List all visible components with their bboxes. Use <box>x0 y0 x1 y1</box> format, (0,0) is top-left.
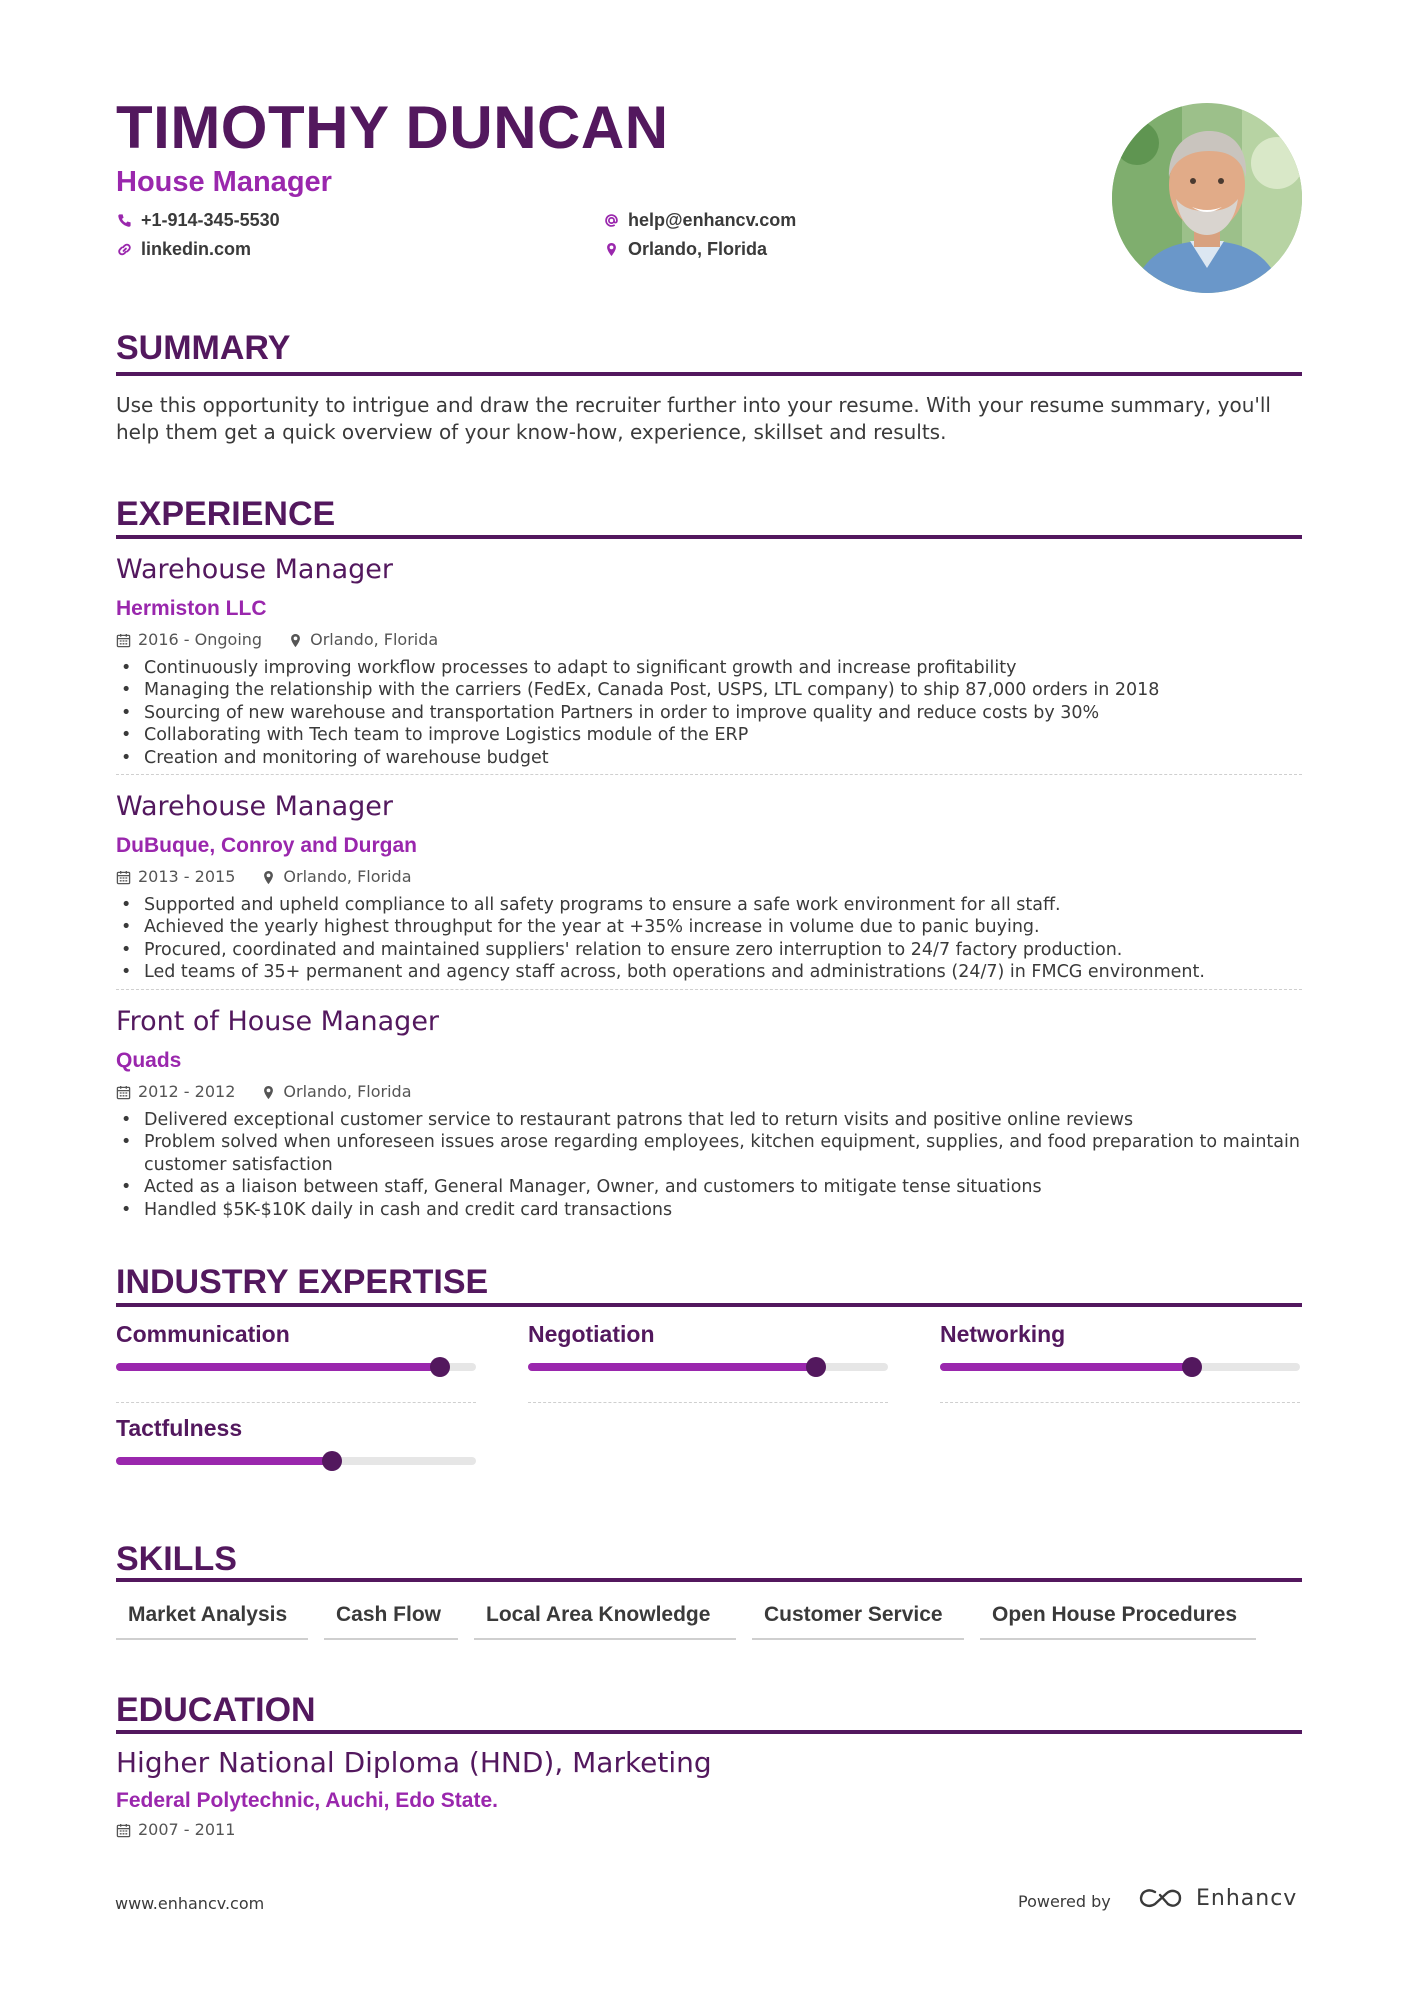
expertise-bar-fill <box>528 1363 816 1371</box>
expertise-bar <box>940 1363 1300 1371</box>
job-bullet: • Supported and upheld compliance to all safety programs to ensure a safe work environment for all staff. <box>116 894 1302 916</box>
job-bullet: • Handled $5K-$10K daily in cash and credit card transactions <box>116 1199 1302 1221</box>
job-bullets <box>116 894 1302 984</box>
expertise-label: Communication <box>116 1321 290 1347</box>
calendar-icon <box>116 633 131 648</box>
expertise-bar-knob <box>322 1451 342 1471</box>
expertise-separator <box>940 1402 1300 1403</box>
experience-heading: EXPERIENCE <box>116 495 336 533</box>
expertise-bar-knob <box>430 1357 450 1377</box>
location-pin-icon <box>604 242 619 257</box>
skill-tag: Customer Service <box>752 1604 964 1640</box>
job-company[interactable]: Hermiston LLC <box>116 597 267 620</box>
job-bullet: • Problem solved when unforeseen issues arose regarding employees, kitchen equipment, supplies, and food preparation to maintain customer satisfaction <box>116 1131 1302 1176</box>
skill-tag: Local Area Knowledge <box>474 1604 736 1640</box>
job-location <box>288 632 438 648</box>
candidate-role: House Manager <box>116 166 332 198</box>
job-bullet: • Procured, coordinated and maintained suppliers' relation to ensure zero interruption to 24/7 factory production. <box>116 939 1302 961</box>
expertise-bar <box>116 1363 476 1371</box>
job-location-text: Orlando, Florida <box>283 867 412 886</box>
job-location <box>261 1084 411 1100</box>
profile-photo <box>1112 103 1302 293</box>
location-pin-icon <box>261 1085 276 1100</box>
at-icon <box>604 213 619 228</box>
job-separator <box>116 774 1302 775</box>
contact-linkedin[interactable] <box>117 240 251 258</box>
location-pin-icon <box>288 633 303 648</box>
job-meta <box>116 1084 1302 1100</box>
job-meta <box>116 869 1302 885</box>
expertise-label: Networking <box>940 1321 1066 1347</box>
job-bullet: • Collaborating with Tech team to improve Logistics module of the ERP <box>116 724 1302 746</box>
skill-tag: Market Analysis <box>116 1604 308 1640</box>
job-bullet: • Continuously improving workflow processes to adapt to significant growth and increase profitability <box>116 657 1302 679</box>
job-meta <box>116 632 1302 648</box>
job-location-text: Orlando, Florida <box>283 1082 412 1101</box>
job-company[interactable]: Quads <box>116 1049 182 1072</box>
expertise-bar-fill <box>116 1457 332 1465</box>
job-bullets <box>116 1109 1302 1221</box>
job-bullet: • Creation and monitoring of warehouse budget <box>116 747 1302 769</box>
job-location-text: Orlando, Florida <box>310 630 439 649</box>
summary-divider <box>116 372 1302 376</box>
contact-location-text: Orlando, Florida <box>628 239 768 259</box>
job-dates <box>116 632 262 648</box>
expertise-bar <box>116 1457 476 1465</box>
summary-heading: SUMMARY <box>116 329 291 367</box>
experience-entry <box>116 793 1302 984</box>
phone-icon <box>117 213 132 228</box>
job-dates <box>116 869 235 885</box>
link-icon <box>117 242 132 257</box>
education-dates-text: 2007 - 2011 <box>138 1820 236 1839</box>
contact-phone-text: +1-914-345-5530 <box>141 210 280 230</box>
expertise-bar <box>528 1363 888 1371</box>
location-pin-icon <box>261 870 276 885</box>
expertise-item <box>528 1323 888 1346</box>
job-dates <box>116 1084 235 1100</box>
enhancv-logo[interactable] <box>1138 1886 1297 1912</box>
expertise-separator <box>116 1402 476 1403</box>
expertise-bar-knob <box>1182 1357 1202 1377</box>
education-school[interactable]: Federal Polytechnic, Auchi, Edo State. <box>116 1789 498 1812</box>
experience-divider <box>116 535 1302 539</box>
skills-heading: SKILLS <box>116 1540 237 1578</box>
footer-powered-by: Powered by <box>1018 1892 1111 1911</box>
job-bullet: • Delivered exceptional customer service to restaurant patrons that led to return visits and positive online reviews <box>116 1109 1302 1131</box>
job-bullets <box>116 657 1302 769</box>
job-bullet: • Acted as a liaison between staff, General Manager, Owner, and customers to mitigate tense situations <box>116 1176 1302 1198</box>
footer-url[interactable]: www.enhancv.com <box>115 1894 265 1913</box>
contact-email-text: help@enhancv.com <box>628 210 797 230</box>
job-company[interactable]: DuBuque, Conroy and Durgan <box>116 834 417 857</box>
job-title: Warehouse Manager <box>116 791 393 822</box>
experience-entry <box>116 1008 1302 1221</box>
job-location <box>261 869 411 885</box>
job-bullet: • Sourcing of new warehouse and transportation Partners in order to improve quality and reduce costs by 30% <box>116 702 1302 724</box>
expertise-bar-fill <box>940 1363 1192 1371</box>
skill-tag: Open House Procedures <box>980 1604 1256 1640</box>
education-dates <box>116 1822 235 1838</box>
expertise-heading: INDUSTRY EXPERTISE <box>116 1263 489 1301</box>
summary-text: Use this opportunity to intrigue and draw the recruiter further into your resume. With your resume summary, you'll help them get a quick overview of your know-how, experience, skillset and results. <box>116 393 1271 444</box>
expertise-divider <box>116 1303 1302 1307</box>
enhancv-logo-text: Enhancv <box>1196 1886 1298 1911</box>
education-divider <box>116 1730 1302 1734</box>
contact-location <box>604 240 767 258</box>
job-dates-text: 2013 - 2015 <box>138 867 236 886</box>
contact-linkedin-text: linkedin.com <box>141 239 252 259</box>
skills-divider <box>116 1578 1302 1582</box>
education-heading: EDUCATION <box>116 1691 316 1729</box>
experience-entry <box>116 556 1302 769</box>
expertise-separator <box>528 1402 888 1403</box>
expertise-item <box>116 1417 476 1440</box>
calendar-icon <box>116 1085 131 1100</box>
expertise-label: Tactfulness <box>116 1415 243 1441</box>
expertise-item <box>116 1323 476 1346</box>
contact-email[interactable] <box>604 211 796 229</box>
contact-phone[interactable] <box>117 211 280 229</box>
job-title: Front of House Manager <box>116 1006 440 1037</box>
education-degree: Higher National Diploma (HND), Marketing <box>116 1746 712 1779</box>
candidate-name: TIMOTHY DUNCAN <box>116 94 669 161</box>
job-bullet: • Led teams of 35+ permanent and agency staff across, both operations and administrations (24/7) in FMCG environment. <box>116 961 1302 983</box>
calendar-icon <box>116 870 131 885</box>
calendar-icon <box>116 1823 131 1838</box>
job-title: Warehouse Manager <box>116 554 393 585</box>
skill-tag: Cash Flow <box>324 1604 458 1640</box>
job-dates-text: 2016 - Ongoing <box>138 630 263 649</box>
expertise-item <box>940 1323 1300 1346</box>
enhancv-logo-icon <box>1138 1886 1184 1912</box>
expertise-bar-knob <box>806 1357 826 1377</box>
expertise-bar-fill <box>116 1363 440 1371</box>
job-bullet: • Achieved the yearly highest throughput for the year at +35% increase in volume due to panic buying. <box>116 916 1302 938</box>
job-bullet: • Managing the relationship with the carriers (FedEx, Canada Post, USPS, LTL company) to ship 87,000 orders in 2018 <box>116 679 1302 701</box>
expertise-label: Negotiation <box>528 1321 655 1347</box>
profile-photo-image <box>1112 103 1302 293</box>
job-separator <box>116 989 1302 990</box>
job-dates-text: 2012 - 2012 <box>138 1082 236 1101</box>
